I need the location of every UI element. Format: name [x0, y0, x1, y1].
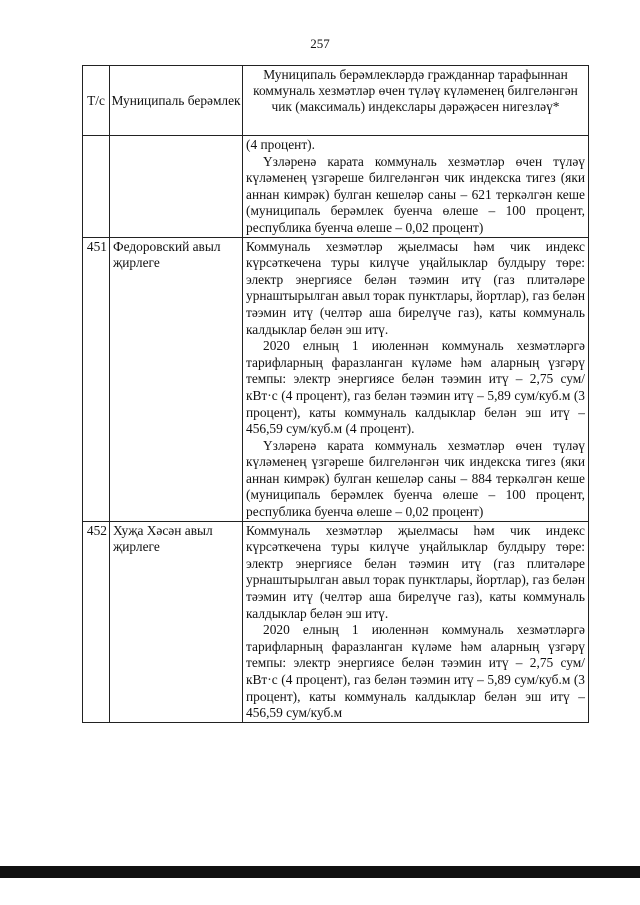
row-paragraph: Коммуналь хезмәтләр җыелмасы һәм чик индекс күрсәткечена туры килүче уңайлыклар булдыру төре: электр энергиясе белән тәэмин итү (газ плитәләре урнаштырылган авыл торак пунктлары, йортлар), газ белән тәэмин итү (челтәр аша бирелүче газ), каты коммуналь калдыклар белән эш итү.: [246, 522, 585, 621]
row-num: 451: [83, 237, 110, 521]
continuation-p1: (4 процент).: [246, 137, 315, 152]
header-indices: Муниципаль берәмлекләрдә гражданнар тарафыннан коммуналь хезмәтләр өчен түләү күләменең билгеләнгән чик (максималь) индекслары дәрәҗәсен нигезләү*: [243, 66, 589, 136]
continuation-text-cell: [243, 136, 589, 238]
row-text-cell: [243, 237, 589, 521]
indices-table: [82, 65, 589, 723]
continuation-num-cell: [83, 136, 110, 238]
header-num: Т/с: [83, 66, 110, 136]
row-municipality: Хуҗа Хәсән авыл җирлеге: [110, 521, 243, 722]
scan-edge-bar: [0, 866, 640, 878]
row-paragraph: 2020 елның 1 июленнән коммуналь хезмәтләргә тарифларның фаразланган күләме һәм аларның үзгәрү темпы: электр энергиясе белән тәэмин итү – 2,75 сум/кВт·с (4 процент), газ белән тәэмин итү – 5,89 сум/куб.м (3 процент), каты коммуналь калдыклар белән эш итү – 456,59 сум/куб.м: [246, 622, 585, 721]
continuation-p2: Үзләренә карата коммуналь хезмәтләр өчен түләү күләменең үзгәреше билгеләнгән чик индекска тигез (яки аннан кимрәк) булган кешеләр саны – 621 теркәлгән кеше (муниципаль берәмлек буенча өлеше – 100 процент, республика буенча өлеше – 0,02 процент): [246, 153, 585, 235]
row-paragraph: Коммуналь хезмәтләр җыелмасы һәм чик индекс күрсәткечена туры килүче уңайлыклар булдыру төре: электр энергиясе белән тәэмин итү (газ плитәләре урнаштырылган авыл торак пунктлары, йортлар), газ белән тәэмин итү (челтәр аша бирелүче газ), каты коммуналь калдыклар белән эш итү.: [246, 238, 585, 337]
page-number: 257: [310, 36, 330, 51]
header-municipality: Муниципаль берәмлек: [110, 66, 243, 136]
table-row-continuation: [83, 136, 589, 238]
row-paragraph: 2020 елның 1 июленнән коммуналь хезмәтләргә тарифларның фаразланган күләме һәм аларның үзгәрү темпы: электр энергиясе белән тәэмин итү – 2,75 сум/кВт·с (4 процент), газ белән тәэмин итү – 5,89 сум/куб.м (3 процент), каты коммуналь калдыклар белән эш итү – 456,59 сум/куб.м (4 процент).: [246, 338, 585, 437]
table-row: [83, 237, 589, 521]
row-municipality: Федоровский авыл җирлеге: [110, 237, 243, 521]
row-paragraph: Үзләренә карата коммуналь хезмәтләр өчен түләү күләменең үзгәреше билгеләнгән чик индекска тигез (яки аннан кимрәк) булган кешеләр саны – 884 теркәлгән кеше (муниципаль берәмлек буенча өлеше – 100 процент, республика буенча өлеше – 0,02 процент): [246, 437, 585, 520]
table-header-row: [83, 66, 589, 136]
row-num: 452: [83, 521, 110, 722]
row-text-cell: [243, 521, 589, 722]
continuation-mun-cell: [110, 136, 243, 238]
table-row: [83, 521, 589, 722]
